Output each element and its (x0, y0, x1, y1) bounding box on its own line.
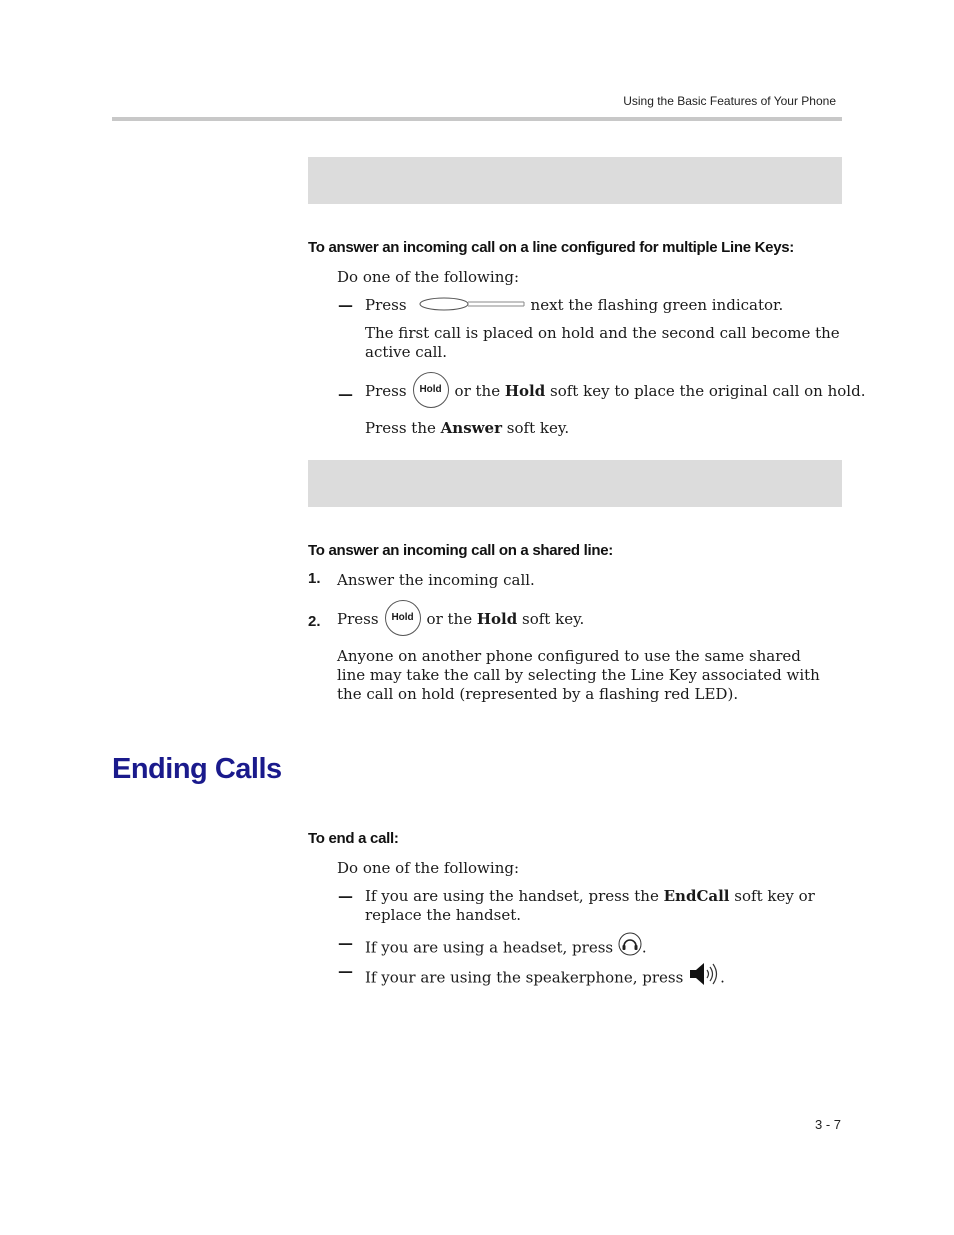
option-pre: Press (365, 382, 407, 400)
step-text: Answer the incoming call. (337, 571, 535, 589)
hold-key-icon: Hold (385, 600, 421, 636)
option-post: next the flashing green indicator. (530, 296, 784, 314)
endcall-softkey-label: EndCall (663, 887, 730, 905)
option-speaker (365, 962, 725, 995)
grey-band (308, 460, 842, 507)
option-pre: If your are using the speakerphone, press (365, 968, 684, 987)
option-post: soft key or replace the handset. (365, 887, 815, 924)
procedure-title: To answer an incoming call on a shared line: (308, 542, 613, 559)
hold-key-icon: Hold (413, 372, 449, 408)
bullet-dash: — (338, 887, 353, 905)
speaker-icon (688, 960, 720, 993)
running-header: Using the Basic Features of Your Phone (623, 94, 836, 108)
option-post: . (641, 938, 647, 957)
option-handset (365, 887, 843, 925)
procedure-title: To answer an incoming call on a line configured for multiple Line Keys: (308, 239, 794, 256)
option-post: soft key to place the original call on hold. (550, 382, 866, 400)
intro-text: Do one of the following: (337, 268, 520, 286)
option-mid: or the (454, 382, 501, 400)
option-pre: If you are using a headset, press (365, 938, 614, 957)
answer-softkey-label: Answer (440, 419, 503, 437)
headset-icon (618, 932, 642, 961)
intro-text: Do one of the following: (337, 859, 520, 877)
grey-band (308, 157, 842, 204)
option-line-key (365, 296, 783, 315)
option-hold (365, 374, 865, 410)
bullet-dash: — (338, 934, 353, 952)
option-note: The first call is placed on hold and the second call become the active call. (365, 324, 840, 361)
step-pre: Press (337, 610, 379, 628)
bullet-dash: — (338, 296, 353, 314)
step-number: 1. (308, 570, 321, 587)
step-note: Anyone on another phone configured to use the same shared line may take the call by selecting the Line Key associated with the call on hold (represented by a flashing red LED). (337, 647, 820, 703)
step-mid: or the (426, 610, 473, 628)
option-post: . (720, 968, 725, 987)
note-post: soft key. (506, 419, 570, 437)
step-hold (337, 602, 584, 638)
hold-softkey-label: Hold (476, 610, 518, 628)
option-note (365, 419, 569, 438)
page-number: 3 - 7 (814, 1117, 841, 1132)
line-key-icon (419, 297, 525, 311)
procedure-title: To end a call: (308, 830, 399, 847)
bullet-dash: — (338, 385, 353, 403)
option-pre: Press (365, 296, 407, 314)
bullet-dash: — (338, 962, 353, 980)
option-pre: If you are using the handset, press the (365, 887, 659, 905)
note-pre: Press the (365, 419, 436, 437)
option-headset (365, 934, 647, 963)
header-rule (112, 117, 842, 121)
step-number: 2. (308, 613, 321, 630)
section-heading: Ending Calls (112, 753, 282, 785)
hold-softkey-label: Hold (504, 382, 546, 400)
step-post: soft key. (522, 610, 585, 628)
